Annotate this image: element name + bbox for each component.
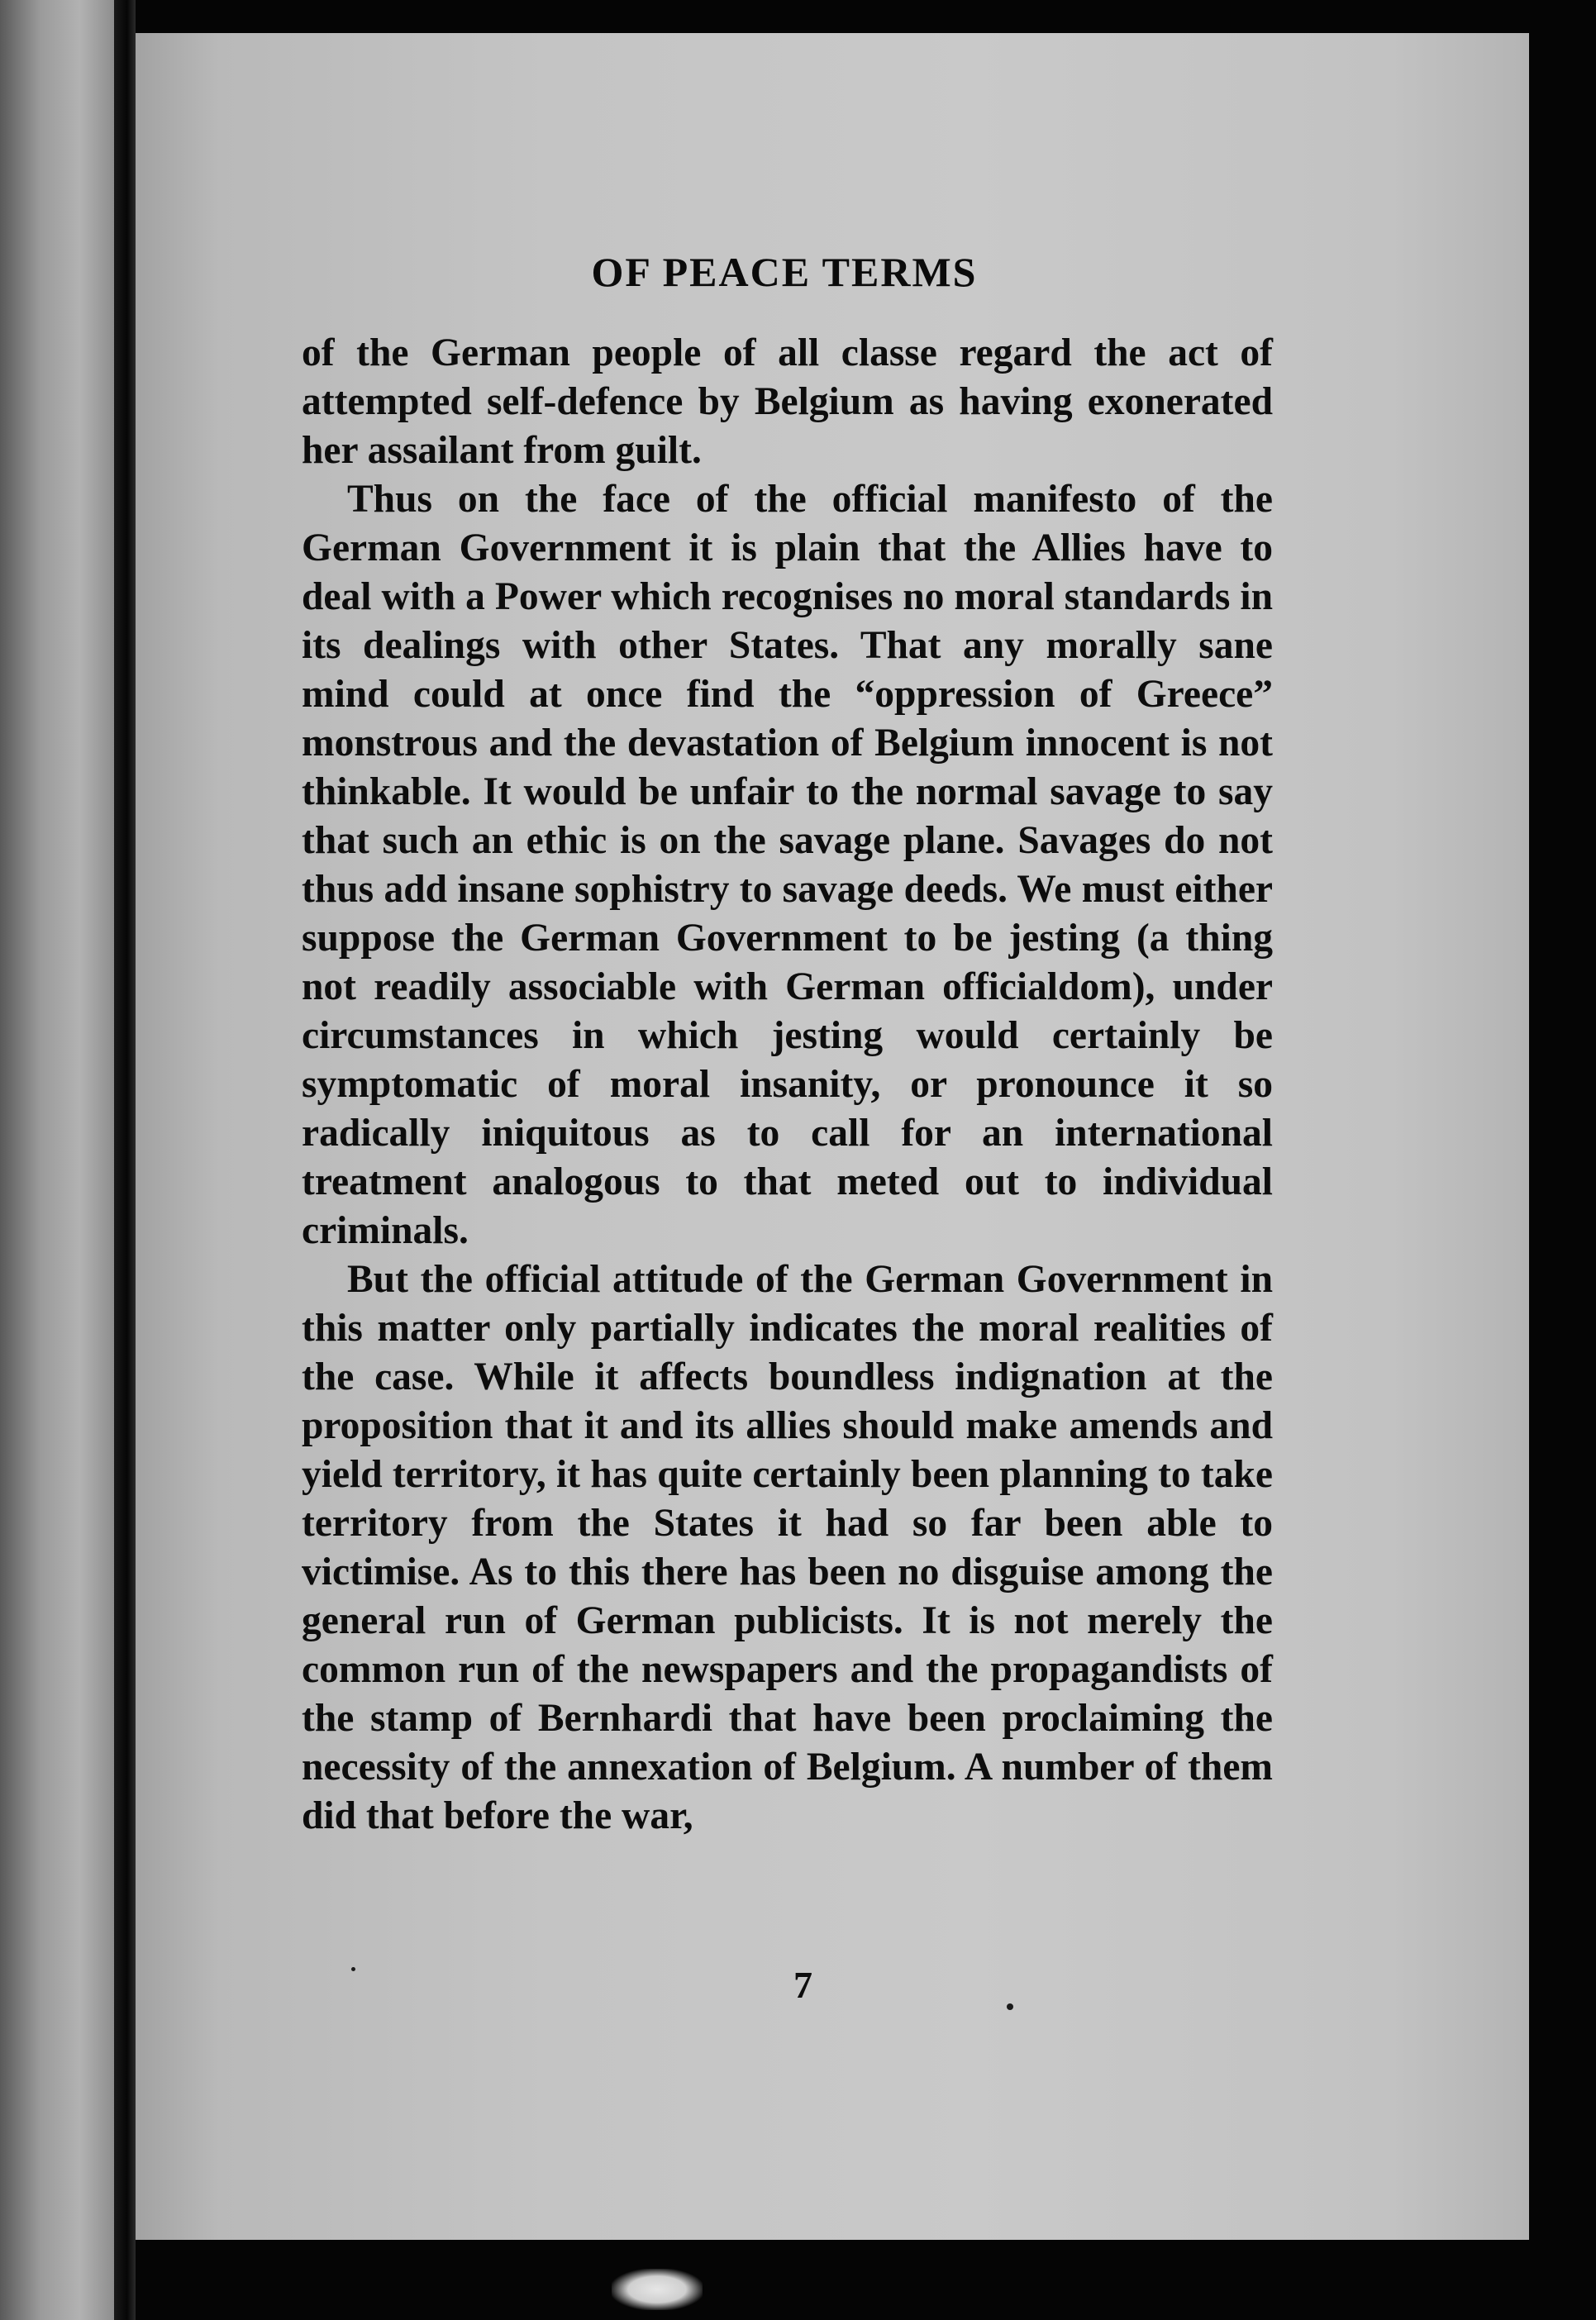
paragraph-continuation: of the German people of all classe regard the act of attempted self-defence by Belgium as having exonerated her assailant from guilt. bbox=[302, 331, 1273, 472]
ink-speck bbox=[351, 1967, 355, 1971]
body-text bbox=[302, 329, 1273, 1841]
page-number: 7 bbox=[793, 1964, 812, 2006]
book-gutter bbox=[114, 0, 136, 2320]
ink-speck bbox=[1007, 2003, 1013, 2010]
scan-blot bbox=[612, 2269, 703, 2310]
scan-border bbox=[1529, 17, 1596, 2320]
facing-page-edge bbox=[0, 0, 114, 2320]
running-head: OF PEACE TERMS bbox=[591, 249, 978, 295]
paragraph: But the official attitude of the German Government in this matter only partially indicates the moral realities of the case. While it affects boundless indignation at the proposition that it and its allies should make amends and yield territory, it has quite certainly been planning to take territory from the States it had so far been able to victimise. As to this there has been no disguise among the general run of German publicists. It is not merely the common run of the newspapers and the propagandists of the stamp of Bernhardi that have been proclaiming the necessity of the annexation of Belgium. A number of them did that before the war, bbox=[302, 1258, 1273, 1837]
paragraph: Thus on the face of the official manifesto of the German Government it is plain that the Allies have to deal with a Power which recognises no moral standards in its dealings with other States. That any morally sane mind could at once find the “oppression of Greece” monstrous and the devastation of Belgium innocent is not thinkable. It would be unfair to the normal savage to say that such an ethic is on the savage plane. Savages do not thus add insane sophistry to savage deeds. We must either suppose the German Government to be jesting (a thing not readily associable with German officialdom), under circumstances in which jesting would certainly be symptomatic of moral insanity, or pronounce it so radically iniquitous as to call for an international treatment analogous to that meted out to individual criminals. bbox=[302, 478, 1273, 1252]
